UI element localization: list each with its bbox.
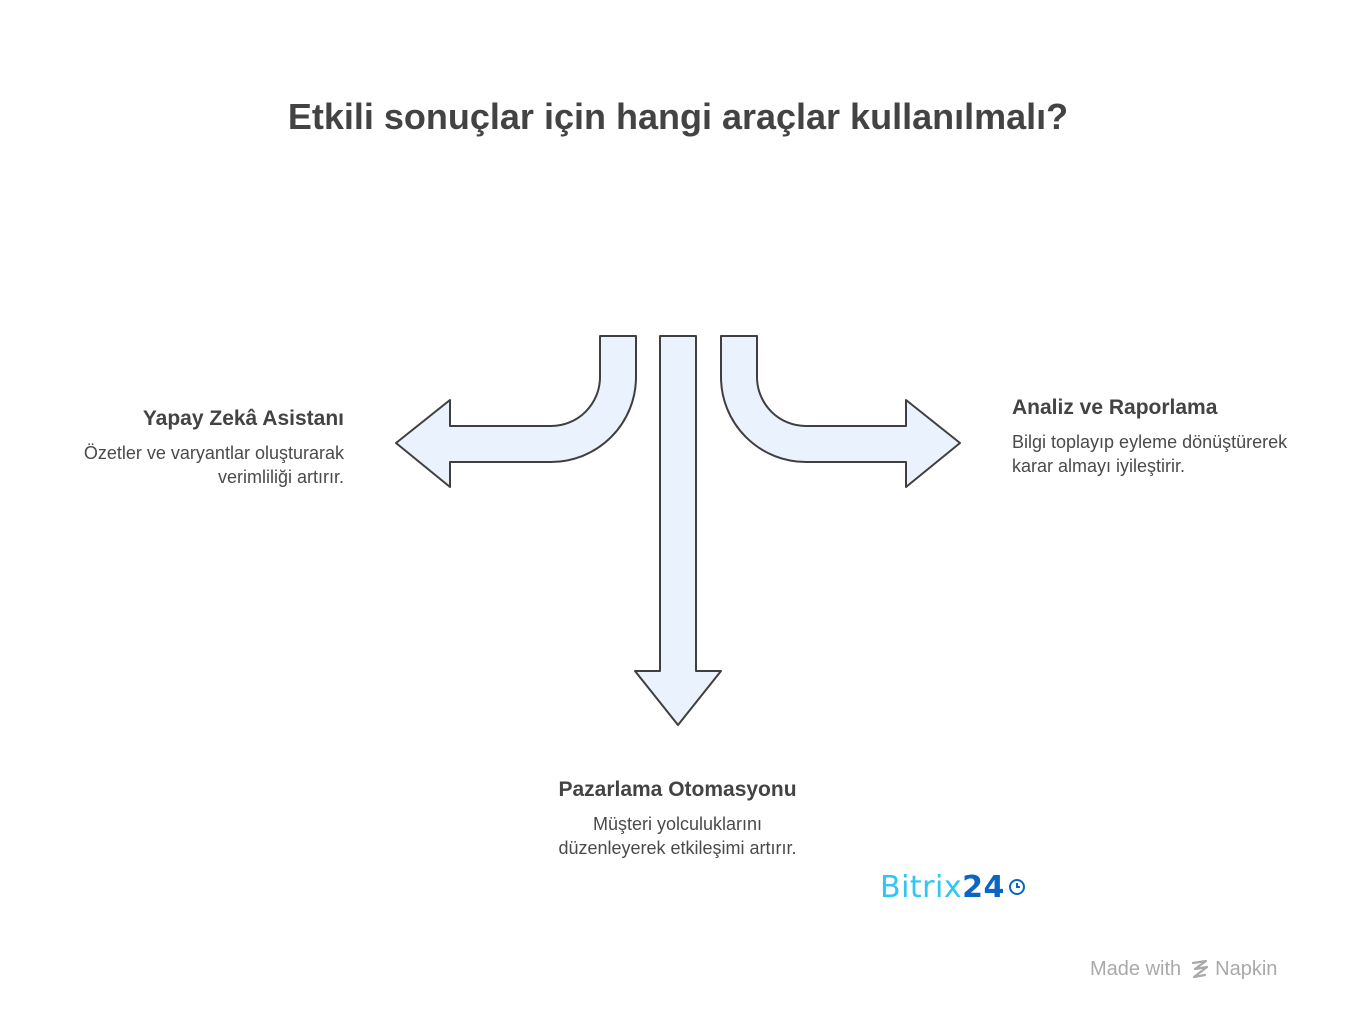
branch-bottom — [555, 776, 800, 860]
page-title: Etkili sonuçlar için hangi araçlar kullanılmalı? — [287, 96, 1069, 137]
branch-right-description: Bilgi toplayıp eyleme dönüştürerek karar almayı iyileştirir. — [1012, 432, 1288, 476]
branch-bottom-heading: Pazarlama Otomasyonu — [558, 778, 797, 801]
napkin-logo-icon — [1191, 959, 1209, 981]
branch-left-heading: Yapay Zekâ Asistanı — [142, 407, 344, 430]
branch-right-heading: Analiz ve Raporlama — [1012, 396, 1218, 419]
arrow-left — [396, 336, 636, 487]
branch-bottom-description: Müşteri yolculuklarını düzenleyerek etkileşimi artırır. — [558, 814, 797, 858]
logo-text-part1: Bitrix — [880, 870, 963, 905]
arrow-right — [721, 336, 960, 487]
branch-right — [1012, 394, 1302, 478]
made-with-footer — [1090, 958, 1277, 981]
bitrix24-logo — [880, 870, 1026, 905]
branch-left — [44, 405, 344, 489]
branch-left-description: Özetler ve varyantlar oluşturarak verimliliği artırır. — [83, 443, 344, 487]
clock-icon — [1008, 878, 1026, 896]
logo-text-part2: 24 — [962, 870, 1005, 905]
arrow-down — [635, 336, 721, 725]
made-with-label: Made with — [1090, 958, 1182, 980]
napkin-brand-label: Napkin — [1215, 958, 1278, 980]
